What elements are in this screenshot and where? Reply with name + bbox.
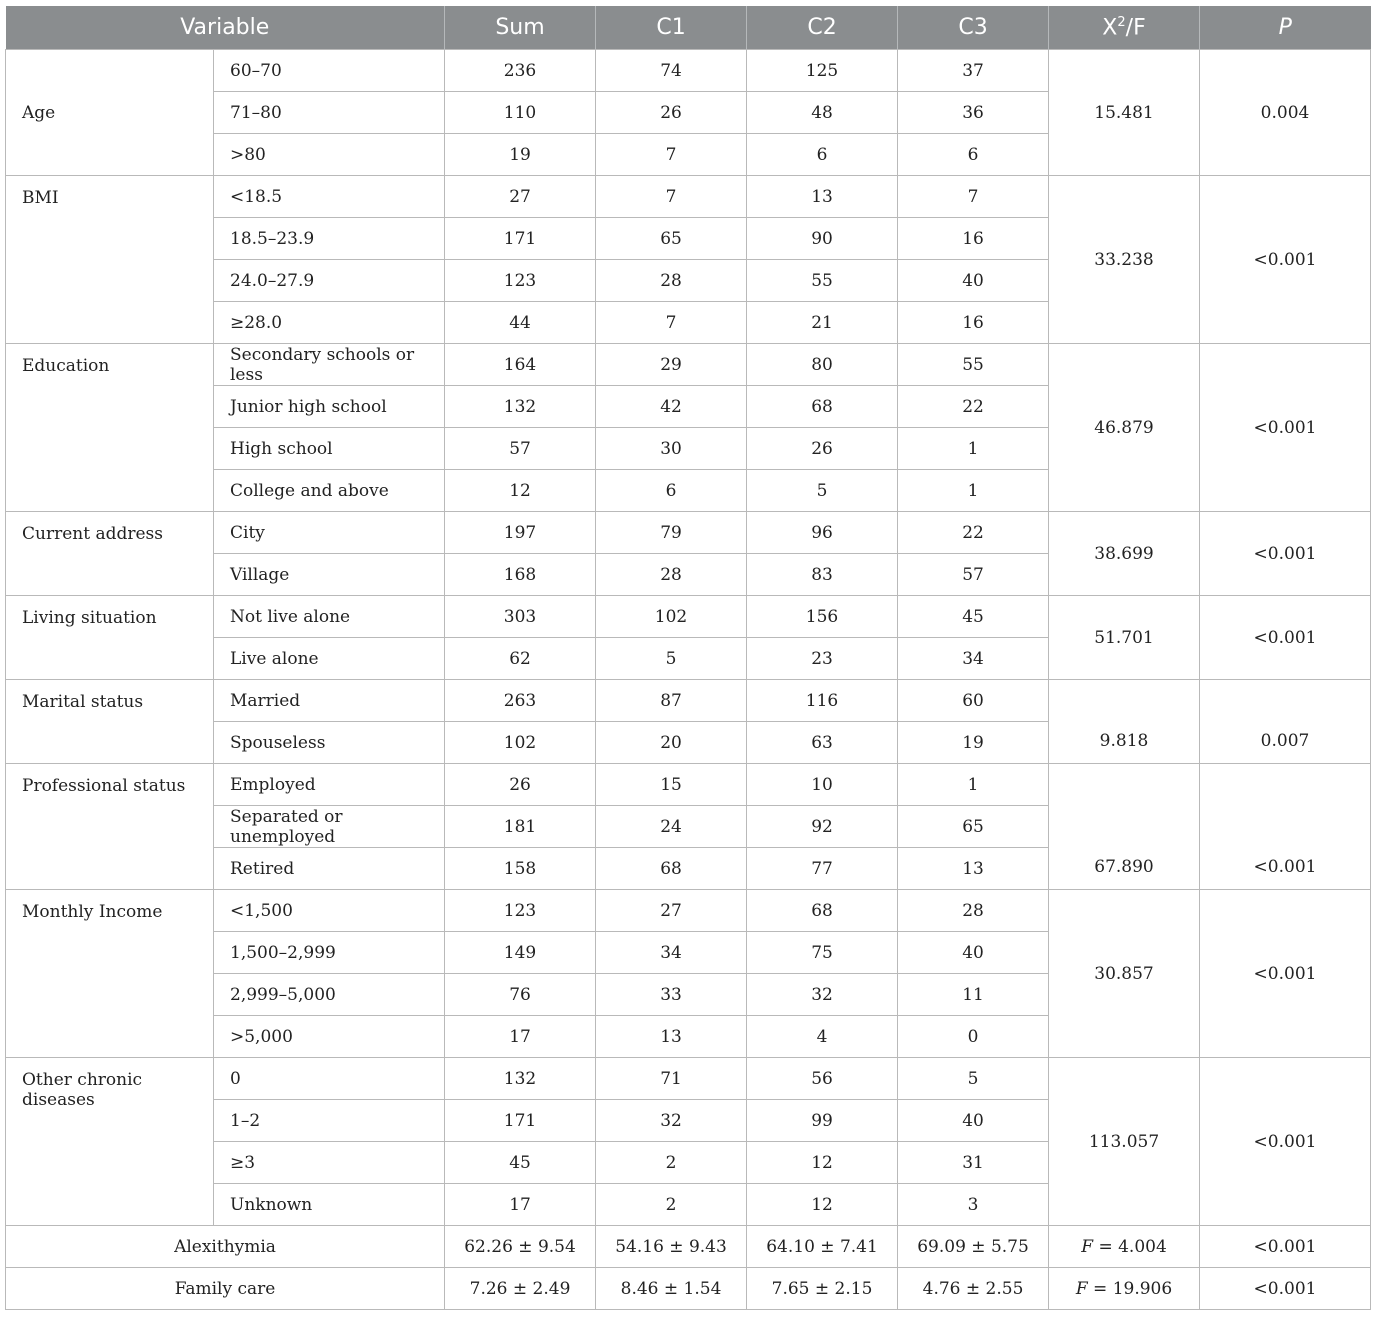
summary-label: Family care bbox=[6, 1268, 445, 1310]
cell-c1: 28 bbox=[596, 554, 747, 596]
table-row bbox=[6, 596, 1371, 638]
table-row bbox=[6, 512, 1371, 554]
cell-c1: 87 bbox=[596, 680, 747, 722]
cell-sum: 26 bbox=[445, 764, 596, 806]
cell-sum: 197 bbox=[445, 512, 596, 554]
header-c2: C2 bbox=[747, 6, 898, 50]
cell-c3: 28 bbox=[898, 890, 1049, 932]
cell-c2: 32 bbox=[747, 974, 898, 1016]
category-label: College and above bbox=[214, 470, 445, 512]
cell-c2: 10 bbox=[747, 764, 898, 806]
cell-sum: 19 bbox=[445, 134, 596, 176]
cell-c3: 65 bbox=[898, 806, 1049, 848]
cell-c3: 1 bbox=[898, 764, 1049, 806]
cell-sum: 171 bbox=[445, 1100, 596, 1142]
cell-c3: 40 bbox=[898, 260, 1049, 302]
category-label: Secondary schools or less bbox=[214, 344, 445, 386]
cell-c3: 7 bbox=[898, 176, 1049, 218]
category-label: City bbox=[214, 512, 445, 554]
cell-p-value: 0.007 bbox=[1200, 680, 1371, 764]
cell-c2: 55 bbox=[747, 260, 898, 302]
cell-statistic: 38.699 bbox=[1049, 512, 1200, 596]
results-table bbox=[5, 6, 1371, 1310]
summary-label: Alexithymia bbox=[6, 1226, 445, 1268]
category-label: <18.5 bbox=[214, 176, 445, 218]
cell-p-value: <0.001 bbox=[1200, 1226, 1371, 1268]
cell-statistic: F = 4.004 bbox=[1049, 1226, 1200, 1268]
cell-c3: 22 bbox=[898, 512, 1049, 554]
cell-c2: 116 bbox=[747, 680, 898, 722]
category-label: Employed bbox=[214, 764, 445, 806]
summary-row-family-care bbox=[6, 1268, 1371, 1310]
variable-label: Marital status bbox=[6, 680, 214, 764]
cell-c1: 8.46 ± 1.54 bbox=[596, 1268, 747, 1310]
cell-sum: 62 bbox=[445, 638, 596, 680]
cell-c1: 7 bbox=[596, 302, 747, 344]
cell-c3: 16 bbox=[898, 218, 1049, 260]
cell-sum: 149 bbox=[445, 932, 596, 974]
cell-c3: 13 bbox=[898, 848, 1049, 890]
cell-sum: 44 bbox=[445, 302, 596, 344]
category-label: Not live alone bbox=[214, 596, 445, 638]
cell-c2: 92 bbox=[747, 806, 898, 848]
summary-row-alexithymia bbox=[6, 1226, 1371, 1268]
cell-c3: 34 bbox=[898, 638, 1049, 680]
cell-c2: 125 bbox=[747, 50, 898, 92]
cell-c1: 54.16 ± 9.43 bbox=[596, 1226, 747, 1268]
table-row bbox=[6, 680, 1371, 722]
variable-label: Monthly Income bbox=[6, 890, 214, 1058]
cell-c2: 99 bbox=[747, 1100, 898, 1142]
category-label: Junior high school bbox=[214, 386, 445, 428]
cell-c1: 5 bbox=[596, 638, 747, 680]
category-label: <1,500 bbox=[214, 890, 445, 932]
cell-c2: 5 bbox=[747, 470, 898, 512]
category-label: Married bbox=[214, 680, 445, 722]
cell-c2: 80 bbox=[747, 344, 898, 386]
cell-statistic: 9.818 bbox=[1049, 680, 1200, 764]
cell-c1: 26 bbox=[596, 92, 747, 134]
variable-label: Current address bbox=[6, 512, 214, 596]
variable-label: Education bbox=[6, 344, 214, 512]
cell-sum: 110 bbox=[445, 92, 596, 134]
cell-c3: 11 bbox=[898, 974, 1049, 1016]
cell-sum: 158 bbox=[445, 848, 596, 890]
cell-c1: 7 bbox=[596, 134, 747, 176]
cell-sum: 12 bbox=[445, 470, 596, 512]
cell-c3: 36 bbox=[898, 92, 1049, 134]
cell-c2: 63 bbox=[747, 722, 898, 764]
category-label: Spouseless bbox=[214, 722, 445, 764]
category-label: Unknown bbox=[214, 1184, 445, 1226]
cell-c1: 28 bbox=[596, 260, 747, 302]
cell-p-value: <0.001 bbox=[1200, 512, 1371, 596]
header-chi-square: $X^2/F$ bbox=[1049, 6, 1200, 50]
cell-c2: 4 bbox=[747, 1016, 898, 1058]
cell-sum: 263 bbox=[445, 680, 596, 722]
variable-label: Age bbox=[6, 50, 214, 176]
cell-c2: 13 bbox=[747, 176, 898, 218]
category-label: Retired bbox=[214, 848, 445, 890]
cell-statistic: 33.238 bbox=[1049, 176, 1200, 344]
cell-sum: 123 bbox=[445, 260, 596, 302]
cell-c2: 96 bbox=[747, 512, 898, 554]
cell-c2: 64.10 ± 7.41 bbox=[747, 1226, 898, 1268]
cell-c1: 65 bbox=[596, 218, 747, 260]
cell-c3: 6 bbox=[898, 134, 1049, 176]
cell-c3: 40 bbox=[898, 1100, 1049, 1142]
table-row bbox=[6, 176, 1371, 218]
cell-c2: 90 bbox=[747, 218, 898, 260]
cell-c1: 33 bbox=[596, 974, 747, 1016]
cell-c3: 69.09 ± 5.75 bbox=[898, 1226, 1049, 1268]
category-label: ≥3 bbox=[214, 1142, 445, 1184]
cell-c2: 23 bbox=[747, 638, 898, 680]
cell-sum: 132 bbox=[445, 1058, 596, 1100]
table-row bbox=[6, 50, 1371, 92]
cell-sum: 132 bbox=[445, 386, 596, 428]
category-label: >80 bbox=[214, 134, 445, 176]
variable-label: Living situation bbox=[6, 596, 214, 680]
cell-statistic: 67.890 bbox=[1049, 764, 1200, 890]
variable-label: Other chronic diseases bbox=[6, 1058, 214, 1226]
variable-label: BMI bbox=[6, 176, 214, 344]
cell-statistic: 51.701 bbox=[1049, 596, 1200, 680]
cell-c2: 48 bbox=[747, 92, 898, 134]
cell-c3: 1 bbox=[898, 428, 1049, 470]
cell-c3: 19 bbox=[898, 722, 1049, 764]
cell-c2: 68 bbox=[747, 890, 898, 932]
cell-sum: 17 bbox=[445, 1016, 596, 1058]
cell-c3: 57 bbox=[898, 554, 1049, 596]
cell-c2: 56 bbox=[747, 1058, 898, 1100]
table-row bbox=[6, 890, 1371, 932]
cell-c3: 37 bbox=[898, 50, 1049, 92]
cell-c1: 42 bbox=[596, 386, 747, 428]
header-variable: Variable bbox=[6, 6, 445, 50]
cell-p-value: 0.004 bbox=[1200, 50, 1371, 176]
cell-sum: 7.26 ± 2.49 bbox=[445, 1268, 596, 1310]
header-row bbox=[6, 6, 1371, 50]
cell-p-value: <0.001 bbox=[1200, 1268, 1371, 1310]
cell-c2: 6 bbox=[747, 134, 898, 176]
cell-sum: 17 bbox=[445, 1184, 596, 1226]
cell-c2: 83 bbox=[747, 554, 898, 596]
cell-c3: 40 bbox=[898, 932, 1049, 974]
variable-label: Professional status bbox=[6, 764, 214, 890]
cell-c3: 0 bbox=[898, 1016, 1049, 1058]
cell-sum: 102 bbox=[445, 722, 596, 764]
cell-c1: 13 bbox=[596, 1016, 747, 1058]
cell-statistic: 113.057 bbox=[1049, 1058, 1200, 1226]
cell-c3: 22 bbox=[898, 386, 1049, 428]
cell-c3: 55 bbox=[898, 344, 1049, 386]
cell-sum: 62.26 ± 9.54 bbox=[445, 1226, 596, 1268]
cell-c1: 2 bbox=[596, 1184, 747, 1226]
cell-c2: 77 bbox=[747, 848, 898, 890]
category-label: 0 bbox=[214, 1058, 445, 1100]
cell-c1: 24 bbox=[596, 806, 747, 848]
cell-statistic: 15.481 bbox=[1049, 50, 1200, 176]
cell-statistic: 46.879 bbox=[1049, 344, 1200, 512]
cell-sum: 303 bbox=[445, 596, 596, 638]
cell-c1: 74 bbox=[596, 50, 747, 92]
cell-c3: 5 bbox=[898, 1058, 1049, 1100]
cell-c1: 71 bbox=[596, 1058, 747, 1100]
cell-c1: 2 bbox=[596, 1142, 747, 1184]
header-c3: C3 bbox=[898, 6, 1049, 50]
category-label: Live alone bbox=[214, 638, 445, 680]
cell-p-value: <0.001 bbox=[1200, 344, 1371, 512]
cell-c1: 27 bbox=[596, 890, 747, 932]
cell-c1: 6 bbox=[596, 470, 747, 512]
cell-c2: 156 bbox=[747, 596, 898, 638]
cell-c3: 4.76 ± 2.55 bbox=[898, 1268, 1049, 1310]
header-c1: C1 bbox=[596, 6, 747, 50]
category-label: ≥28.0 bbox=[214, 302, 445, 344]
cell-c2: 75 bbox=[747, 932, 898, 974]
cell-c2: 7.65 ± 2.15 bbox=[747, 1268, 898, 1310]
table-row bbox=[6, 1058, 1371, 1100]
cell-c3: 31 bbox=[898, 1142, 1049, 1184]
cell-sum: 236 bbox=[445, 50, 596, 92]
cell-sum: 168 bbox=[445, 554, 596, 596]
cell-c2: 68 bbox=[747, 386, 898, 428]
table-row bbox=[6, 344, 1371, 386]
category-label: Village bbox=[214, 554, 445, 596]
cell-sum: 164 bbox=[445, 344, 596, 386]
cell-c2: 12 bbox=[747, 1184, 898, 1226]
cell-c2: 26 bbox=[747, 428, 898, 470]
cell-c2: 21 bbox=[747, 302, 898, 344]
header-p: P bbox=[1200, 6, 1371, 50]
cell-c1: 102 bbox=[596, 596, 747, 638]
cell-statistic: F = 19.906 bbox=[1049, 1268, 1200, 1310]
cell-c1: 29 bbox=[596, 344, 747, 386]
cell-c3: 1 bbox=[898, 470, 1049, 512]
cell-p-value: <0.001 bbox=[1200, 176, 1371, 344]
category-label: 1,500–2,999 bbox=[214, 932, 445, 974]
cell-c3: 16 bbox=[898, 302, 1049, 344]
cell-sum: 57 bbox=[445, 428, 596, 470]
category-label: Separated or unemployed bbox=[214, 806, 445, 848]
cell-sum: 171 bbox=[445, 218, 596, 260]
category-label: 1–2 bbox=[214, 1100, 445, 1142]
header-sum: Sum bbox=[445, 6, 596, 50]
cell-p-value: <0.001 bbox=[1200, 890, 1371, 1058]
cell-sum: 45 bbox=[445, 1142, 596, 1184]
cell-p-value: <0.001 bbox=[1200, 596, 1371, 680]
cell-c1: 68 bbox=[596, 848, 747, 890]
cell-c1: 30 bbox=[596, 428, 747, 470]
cell-c3: 3 bbox=[898, 1184, 1049, 1226]
cell-sum: 76 bbox=[445, 974, 596, 1016]
category-label: 2,999–5,000 bbox=[214, 974, 445, 1016]
cell-statistic: 30.857 bbox=[1049, 890, 1200, 1058]
cell-c2: 12 bbox=[747, 1142, 898, 1184]
category-label: 60–70 bbox=[214, 50, 445, 92]
cell-c3: 45 bbox=[898, 596, 1049, 638]
table-row bbox=[6, 764, 1371, 806]
cell-sum: 181 bbox=[445, 806, 596, 848]
category-label: 18.5–23.9 bbox=[214, 218, 445, 260]
cell-c1: 34 bbox=[596, 932, 747, 974]
cell-c1: 7 bbox=[596, 176, 747, 218]
cell-c1: 32 bbox=[596, 1100, 747, 1142]
category-label: High school bbox=[214, 428, 445, 470]
cell-p-value: <0.001 bbox=[1200, 1058, 1371, 1226]
cell-c1: 79 bbox=[596, 512, 747, 554]
cell-sum: 27 bbox=[445, 176, 596, 218]
cell-c3: 60 bbox=[898, 680, 1049, 722]
category-label: 71–80 bbox=[214, 92, 445, 134]
cell-sum: 123 bbox=[445, 890, 596, 932]
cell-c1: 20 bbox=[596, 722, 747, 764]
cell-p-value: <0.001 bbox=[1200, 764, 1371, 890]
cell-c1: 15 bbox=[596, 764, 747, 806]
category-label: >5,000 bbox=[214, 1016, 445, 1058]
category-label: 24.0–27.9 bbox=[214, 260, 445, 302]
